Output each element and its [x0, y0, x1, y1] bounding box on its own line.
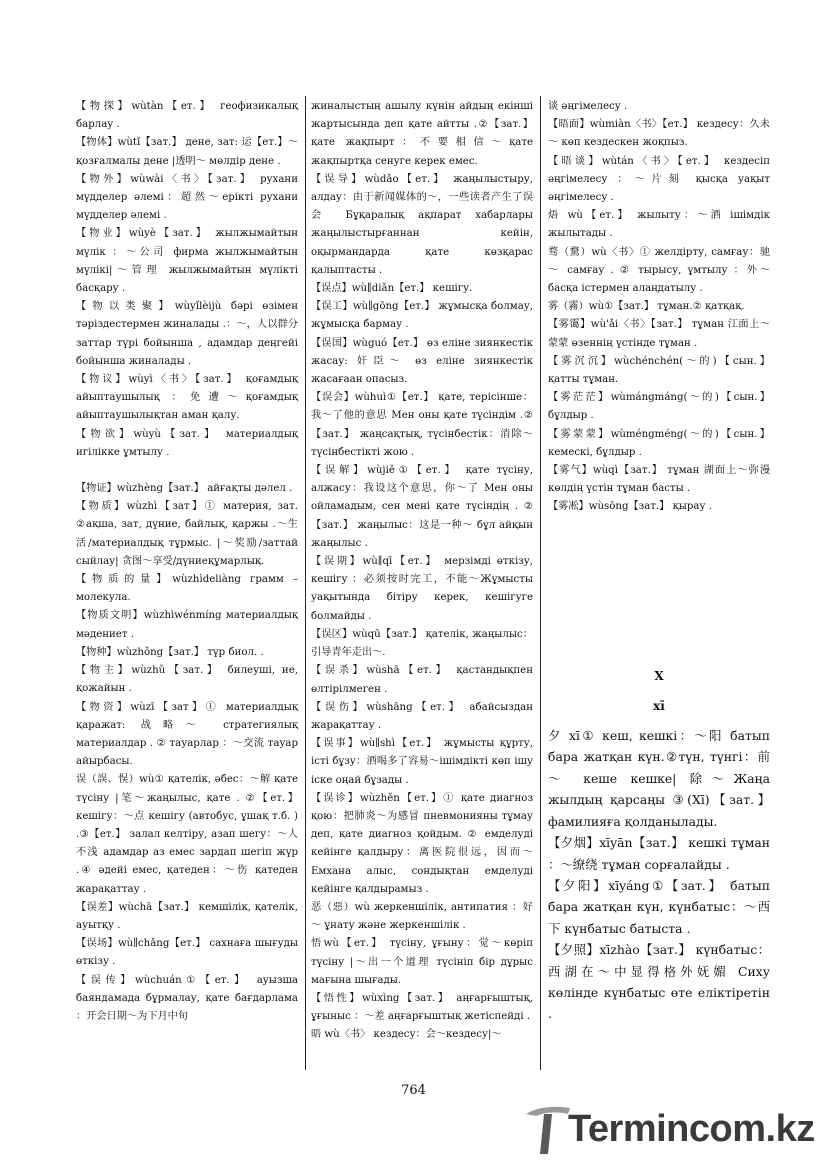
entry: 【夕阳】xīyáng①【зат.】 батып бара жатқан күн, күнбатыс：～西下 күнбатыс батыста .	[548, 877, 770, 936]
entry: 【夕烟】xīyān【зат.】 кешкі тұман ：～缭绕 тұман сорғалайды .	[548, 835, 770, 872]
entry: 【物欲】wùyù【зат.】 материалдық игілікке ұмтылу .	[76, 428, 298, 458]
blank-line	[76, 462, 298, 480]
entry: 【晤面】wùmiàn〈书〉【ет.】 кездесу：久未～ көп кездескен жоқпыз.	[548, 119, 770, 149]
entry: 雾（霧）wù①【зат.】 тұман.② қатқақ.	[548, 301, 745, 313]
large-entries	[548, 725, 770, 1025]
entry: 【物种】wùzhǒng【зат.】 түр биол. .	[76, 646, 264, 658]
entry: 【雾沉沉】wùchénchén(～的)【сын.】 қатты тұман.	[548, 355, 770, 386]
entry: 【误差】wùchā【зат.】 кемшілік, қателік, ауытқу .	[76, 901, 298, 931]
logo-text: Termincom.kz	[568, 1108, 815, 1150]
entry: 【雾蒙蒙】wùméngméng(～的)【сын.】 кемескі, бұлдыр .	[548, 428, 770, 458]
entry: 晤 wù〈书〉 кездесу：会～кездесу|～	[311, 1029, 502, 1041]
entry: 【雾凇】wùsōng【зат.】 қырау .	[548, 501, 712, 513]
column-divider	[540, 96, 541, 1070]
dictionary-column-1	[76, 98, 298, 1060]
entry: 恶（惡）wù жеркеншілік, антипатия ：好～ ұнату және жеркеншілік .	[311, 901, 533, 932]
entry: 【物体】wùtǐ【зат.】 дене, зат: 运【ет.】～ қозғалмалы дене |透明～ мөлдір дене .	[76, 137, 298, 167]
entry: жиналыстың ашылу күнін айдың екінші жартысында деп қате айтты .②【зат.】 қате жақпырт：不要相信～қате жақпыртқа сенуге керек емес.	[311, 101, 533, 167]
entry: 【误场】wù∥chǎng【ет.】 сахнаға шығуды өткізу .	[76, 938, 298, 968]
entry: 【晤谈】wùtán〈书〉【ет.】 кездесіп әңгімелесу ：～片刻 қысқа уақыт әңгімелесу .	[548, 155, 770, 204]
entry: 【误期】wù∥qī【ет.】 мерзімді өткізу, кешігу ：必须按时完工，不能～Жұмысты уақытында бітіру керек, кешігуге болмайды .	[311, 556, 533, 622]
entry: 【物质的量】wùzhìdeliàng грамм – молекула.	[76, 574, 298, 604]
entry: 【物质文明】wùzhìwénmíng материалдық мәдениет .	[76, 610, 298, 640]
entry: 【物资】wùzī【зат】① материалдық қаражат: 战略～ стратегиялық материалдар . ② тауарлар ：～交流 тауар айырбасы.	[76, 701, 298, 768]
entry: 【误杀】wùshā【ет.】 қастандықпен өлтірілмеген .	[311, 665, 533, 695]
entry: 【误会】wùhuì①【ет.】 қате, терісінше：我～了他的意思 Мен оны қате түсіндім .②【зат.】 жаңсақтық, түсінбестік：消除～түсінбестікті жою .	[311, 392, 533, 458]
entry: 【误国】wùguó【ет.】 өз еліне зиянкестік жасау: 奸臣～ өз еліне зиянкестік жасағаан опасыз.	[311, 337, 533, 386]
entry: 焐 wù【ет.】 жылыту：～酒 ішімдік жылытады .	[548, 210, 770, 240]
dictionary-column-2	[311, 98, 533, 1060]
entry: 【物质】wùzhì【зат】① материя, зат. ②ақша, зат, дүние, байлық, қаржы .～生活/материалдық тұрмыс. |～奖励/заттай сыйлау| 贪图～享受/дүниеқұмарлық.	[76, 501, 298, 567]
page-number: 764	[401, 1083, 426, 1098]
entry: 【物业】wùyè【зат.】 жылжымайтын мүлік ：～公司 фирма жылжымайтын мүлікі|～管理 жылжымайтын мүлікті басқару .	[76, 228, 298, 295]
entry: 【物主】wùzhǔ【зат.】 билеуші, ие, қожайын .	[76, 665, 298, 695]
entry: 【雾气】wùqì【зат.】 тұман 湖面上～弥漫 көлдің үстін тұман басты .	[548, 465, 770, 495]
entry: 【误工】wù∥gōng【ет.】 жұмысқа болмау, жұмысқа бармау .	[311, 301, 533, 331]
entry: 【物以类聚】wùyǐlèijù бәрі өзімен тәріздестермен жиналады .：～，人以群分 заттар түрі бойынша , адамдар деңгейі бойынша жиналады .	[76, 301, 298, 367]
entry: 夕 xī① кеш, кешкі：～阳 батып бара жатқан күн.②түн, түнгі：前～ кеше кешке| 除～Жаңа жылдың қарсаңы ③(Xī)【зат.】 фамилияға қолданылады.	[548, 728, 770, 829]
entry: 【误传】wùchuán①【ет.】 ауызша баяндамада бұрмалау, қате бағдарлама ：开会日期～为下月中旬	[76, 974, 298, 1022]
dictionary-column-3	[548, 98, 770, 1070]
entry: 骛（騖）wù〈书〉① желдірту, самғау：驰～ самғау . ② тырысу, ұмтылу ：外～ басқа істермен алаңдатылу .	[548, 246, 770, 295]
entry: 【悟性】wùxìng【зат.】 аңғарғыштық, ұғыныс ：～差 аңғарғыштық жетіспейді .	[311, 992, 533, 1023]
entry: 【雾茫茫】wùmángmáng(～的)【сын.】 бұлдыр .	[548, 392, 770, 422]
entry: 【物探】wùtàn【ет.】 геофизикалық барлау .	[76, 101, 298, 131]
entry: 【物议】wùyì〈书〉【зат.】 қоғамдық айыптаушылық ：免遭～қоғамдық айыптаушылықтан аман қалу.	[76, 374, 298, 422]
column-divider	[305, 96, 306, 1070]
section-letter-heading: X	[654, 668, 664, 683]
entry: 【误导】wùdǎo【ет.】 жаңылыстыру, алдау：由于新闻媒体的～，一些读者产生了误会 Бұқаралық ақпарат хабарлары жаңылыстырғаннан кейін, оқырмандарда қате көзқарас қалыптасты .	[311, 173, 533, 276]
entry: 【雾霭】wù'ǎi〈书〉【зат.】 тұман 江面上～蒙蒙 өзеннің үстінде тұман .	[548, 319, 770, 349]
entry: 【物证】wùzhèng【зат.】 айғақты дәлел .	[76, 483, 293, 495]
blank-space	[548, 517, 770, 657]
section-syllable-heading: xī	[653, 698, 665, 713]
entry: 【误诊】wùzhěn【ет.】① қате диагноз қою：把肺炎～为感冒 пневмонияны тұмау деп, қате диагноз қойдым. ② емделуді кейінге қалдыру：离医院很远，因而～Емхана алыс, сондықтан емделуді кейінге қалдырамыз .	[311, 792, 533, 895]
termincom-logo	[522, 1100, 822, 1160]
entry: 【误点】wù∥diǎn【ет.】 кешігу.	[311, 283, 473, 295]
entry: 【误解】wùjiě①【ет.】 қате түсіну, алжасу：我设这个意思，你～了 Мен оны ойламадым, сен мені қате түсіндің . ②【зат.】 жаңылыс：这是一种～ бұл айқын жаңылыс .	[311, 465, 533, 549]
entry: 【物外】wùwài〈书〉【зат.】 рухани мүдделер әлемі：超然～ерікті рухани мүдделер әлемі .	[76, 173, 298, 222]
entry: 【夕照】xīzhào【зат.】 күнбатыс：西湖在～中显得格外妩媚 Сиху көлінде күнбатыс өте еліктіретін .	[548, 942, 770, 1022]
entry: 谈 әңгімелесу .	[548, 101, 628, 112]
entry: 【误伤】wùshāng【ет.】 абайсыздан жарақаттау .	[311, 701, 533, 731]
entry: 【误事】wù∥shì【ет.】 жұмысты құрту, істі бұзу：酒喝多了容易～ішімдікті көп ішу іске оңай бұзады .	[311, 738, 533, 786]
entry: 悟wù【ет.】 түсіну, ұғыну：觉～көріп түсіну |～出一个道理 түсініп бір дұрыс мағына шығады.	[311, 938, 533, 986]
entry: 误（誤、悮）wù① қателік, әбес：～解 қате түсіну |笔～жаңылыс, қате . ②【ет.】 кешігу：～点 кешігу (автобус, ұшақ т.б. ) .③【ет.】 залал келтіру, азап шегу：～人不浅 адамдар аз емес зардап шегіп жүр .④ әдейі емес, қатеден：～伤 қатеден жарақаттау .	[76, 774, 298, 895]
entry: 【误区】wùqū【зат.】 қателік, жаңылыс：引导青年走出～.	[311, 628, 533, 659]
